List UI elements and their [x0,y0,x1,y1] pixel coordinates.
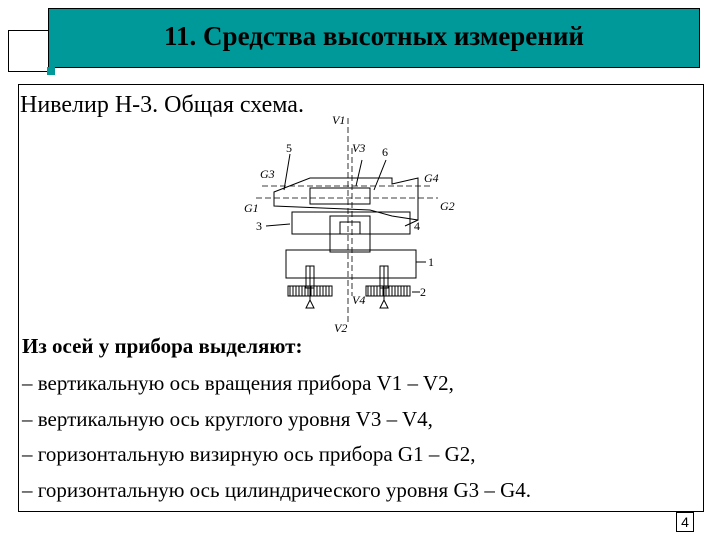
label-g4: G4 [424,171,439,185]
list-item: – горизонтальную визирную ось прибора G1 – G2, [22,442,476,466]
label-v2: V2 [334,321,348,335]
label-6: 6 [382,145,388,159]
label-2: 2 [420,285,426,299]
label-v3: V3 [352,141,366,155]
label-g3: G3 [260,167,275,181]
slide-subtitle: Нивелир Н-3. Общая схема. [20,92,304,118]
slide-title: 11. Средства высотных измерений [164,21,584,51]
page-number: 4 [676,512,694,532]
list-item: – вертикальную ось круглого уровня V3 – V4, [22,406,433,431]
telescope-block [292,212,410,234]
label-5: 5 [286,141,292,155]
axes-list [22,366,531,508]
corner-decoration [8,30,50,72]
vertical-axis-box [340,222,360,234]
label-v4: V4 [352,293,366,307]
corner-accent [47,67,55,75]
cylindrical-level [310,188,370,204]
level-scheme-diagram [240,108,460,338]
label-1: 1 [428,255,434,269]
list-item: – горизонтальную ось цилиндрического уровня G3 – G4. [22,477,532,502]
label-4: 4 [414,219,420,233]
label-g1: G1 [244,201,259,215]
label-v1: V1 [332,113,346,127]
telescope-body [274,178,418,220]
list-item: – вертикальную ось вращения прибора V1 – V2, [22,371,454,395]
label-3: 3 [256,219,262,233]
label-g2: G2 [440,199,455,213]
title-bar [48,8,700,68]
axes-intro: Из осей у прибора выделяют: [22,334,303,358]
